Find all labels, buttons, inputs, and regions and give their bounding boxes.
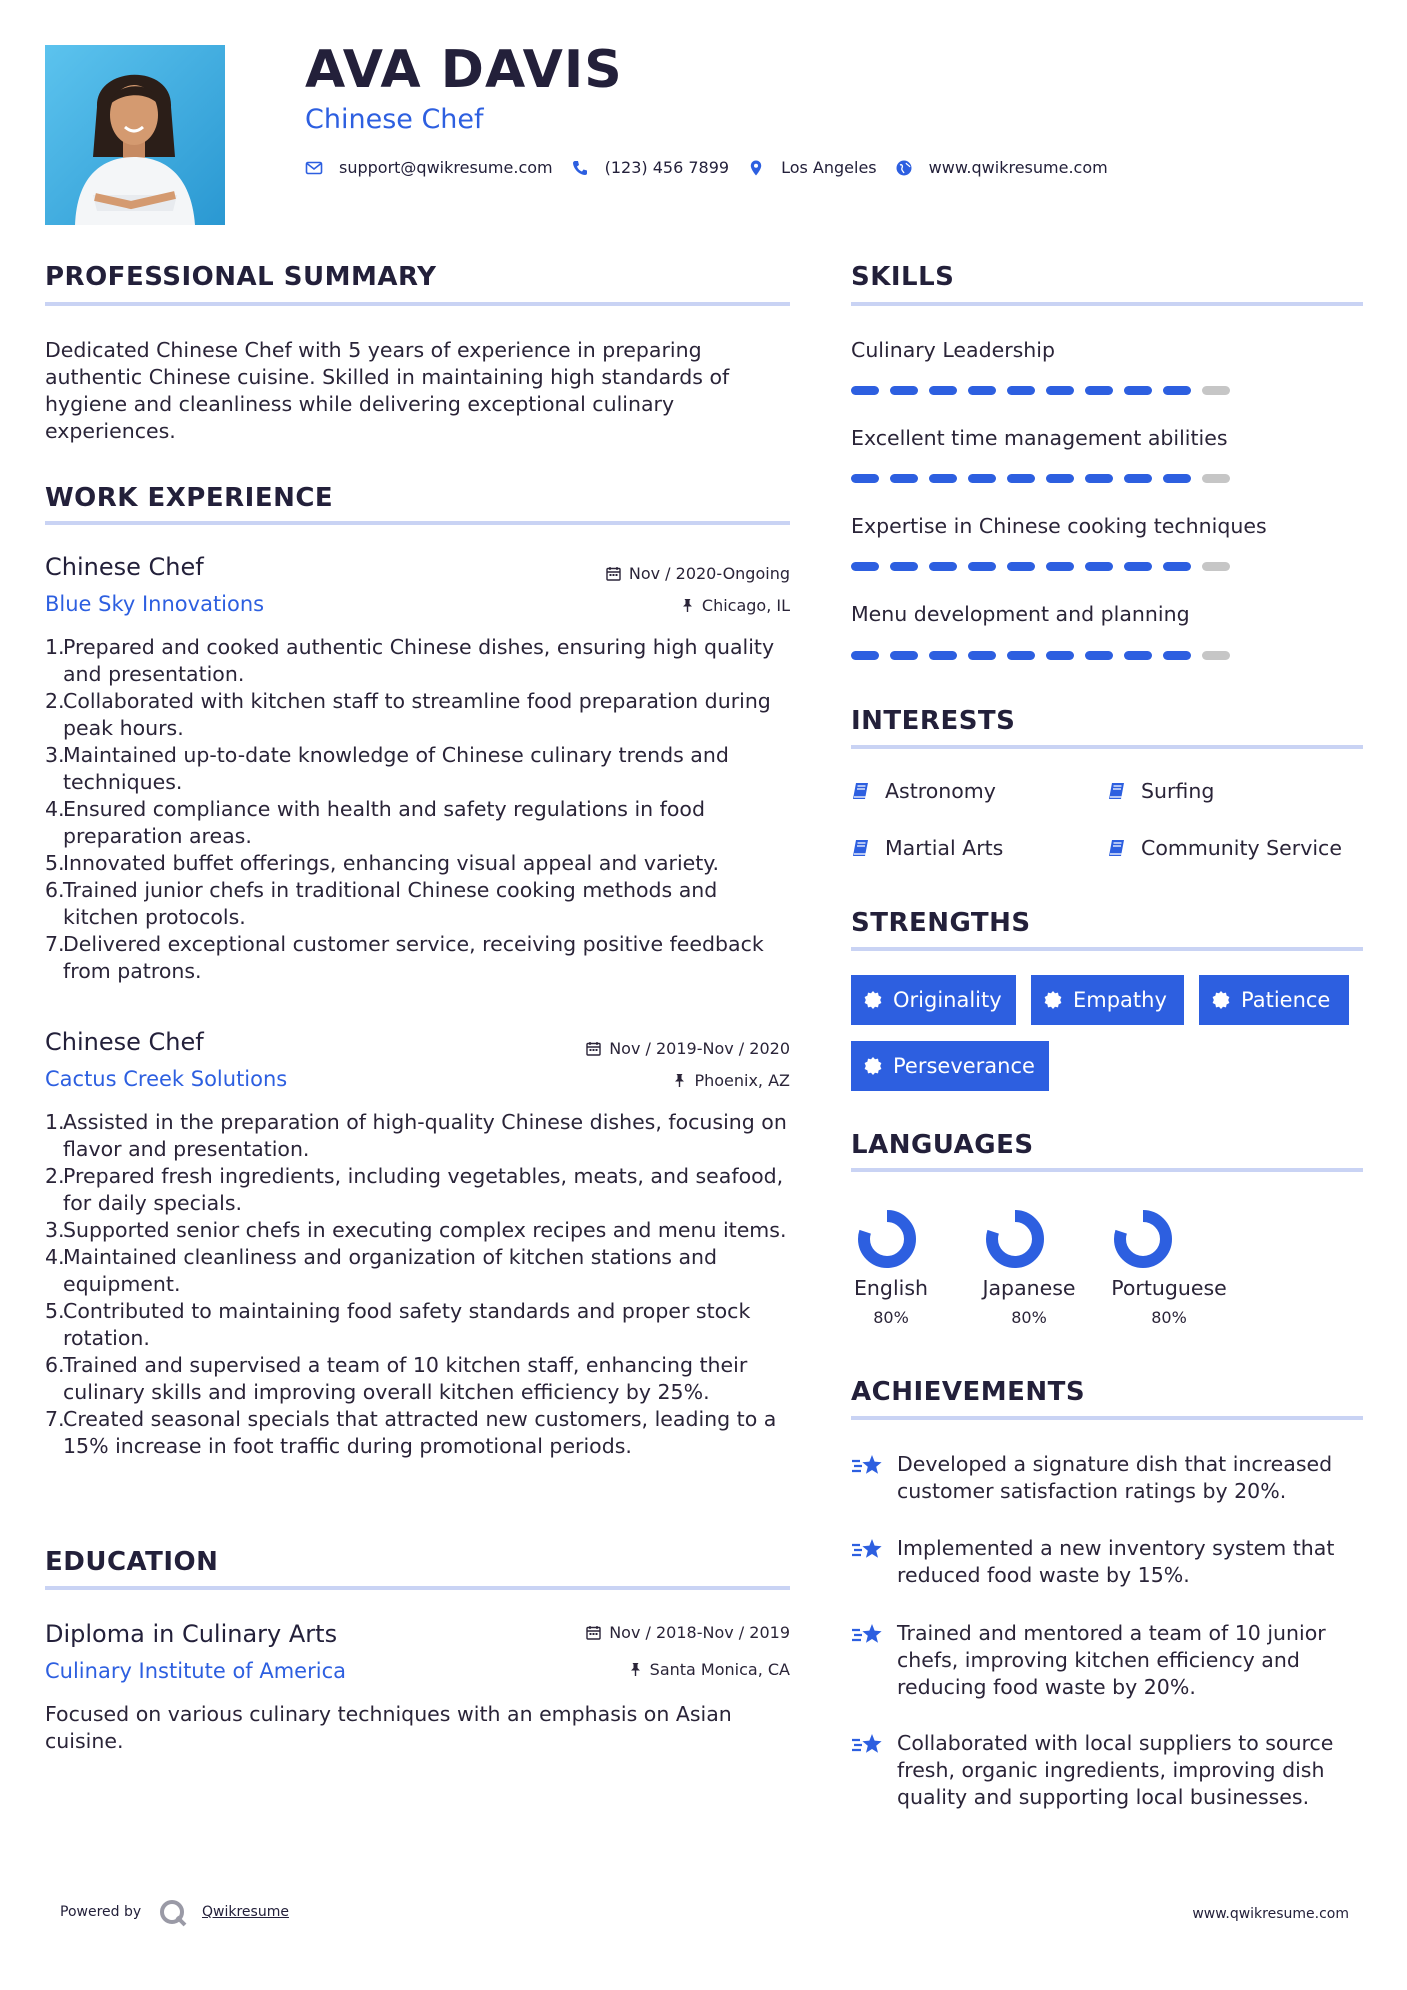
language-3 <box>1104 1276 1234 1327</box>
achievements-heading: ACHIEVEMENTS <box>851 1377 1086 1407</box>
envelope-icon <box>305 159 323 177</box>
shooting-star-icon <box>851 1732 885 1758</box>
brand-link[interactable]: Qwikresume <box>202 1904 289 1920</box>
job-2-location-text: Phoenix, AZ <box>694 1071 790 1090</box>
skill-4-rating <box>851 651 1241 660</box>
skill-dot <box>1124 474 1152 483</box>
job-1-location-text: Chicago, IL <box>701 596 790 615</box>
experience-heading: WORK EXPERIENCE <box>45 483 334 513</box>
skill-dot <box>1163 562 1191 571</box>
contact-email[interactable] <box>305 158 553 177</box>
skill-dot <box>1163 474 1191 483</box>
skill-dot <box>1085 651 1113 660</box>
skill-dot <box>1046 474 1074 483</box>
calendar-icon <box>606 566 621 581</box>
skill-dot <box>1202 562 1230 571</box>
skill-1-name: Culinary Leadership <box>851 338 1055 362</box>
interest-item: Martial Arts <box>851 836 1003 860</box>
book-icon <box>1107 838 1127 858</box>
skill-dot <box>1124 562 1152 571</box>
language-1-ring <box>856 1208 918 1270</box>
skill-dot <box>1085 474 1113 483</box>
footer-url[interactable]: www.qwikresume.com <box>1192 1906 1349 1922</box>
contact-location-text: Los Angeles <box>781 158 877 177</box>
language-3-percent: 80% <box>1151 1308 1187 1327</box>
job-1-dates <box>606 564 790 583</box>
skill-dot <box>890 651 918 660</box>
skill-dot <box>1007 474 1035 483</box>
badge-seal-icon <box>1043 990 1063 1010</box>
job-2-dates-text: Nov / 2019-Nov / 2020 <box>609 1039 790 1058</box>
skill-dot <box>968 474 996 483</box>
skill-dot <box>851 562 879 571</box>
skill-dot <box>851 474 879 483</box>
calendar-icon <box>586 1625 601 1640</box>
skill-dot <box>929 474 957 483</box>
skill-dot <box>1007 386 1035 395</box>
skill-dot <box>1163 386 1191 395</box>
skill-dot <box>1202 474 1230 483</box>
education-degree: Diploma in Culinary Arts <box>45 1620 338 1648</box>
list-item: 3. Supported senior chefs in executing complex recipes and menu items. <box>45 1218 787 1242</box>
skill-3-name: Expertise in Chinese cooking techniques <box>851 514 1267 538</box>
skill-dot <box>968 562 996 571</box>
job-1-company[interactable]: Blue Sky Innovations <box>45 592 265 616</box>
skill-dot <box>929 562 957 571</box>
shooting-star-icon <box>851 1622 885 1648</box>
skill-dot <box>968 651 996 660</box>
book-icon <box>851 781 871 801</box>
experience-divider <box>45 521 790 525</box>
achievement-item: Developed a signature dish that increased customer satisfaction ratings by 20%. <box>851 1451 1351 1505</box>
list-item: 5. Contributed to maintaining food safety standards and proper stock rotation. <box>45 1299 751 1350</box>
pushpin-icon <box>673 1073 686 1088</box>
list-item: 5. Innovated buffet offerings, enhancing visual appeal and variety. <box>45 851 720 875</box>
globe-icon <box>895 159 913 177</box>
education-divider <box>45 1586 790 1590</box>
interests-divider <box>851 745 1363 749</box>
language-3-name: Portuguese <box>1111 1276 1227 1300</box>
shooting-star-icon <box>851 1453 885 1479</box>
summary-heading: PROFESSIONAL SUMMARY <box>45 262 437 292</box>
education-dates-text: Nov / 2018-Nov / 2019 <box>609 1623 790 1642</box>
language-3-ring <box>1112 1208 1174 1270</box>
skill-dot <box>890 386 918 395</box>
list-item: 7. Delivered exceptional customer service, receiving positive feedback from patrons. <box>45 932 764 983</box>
language-2-name: Japanese <box>982 1276 1076 1300</box>
skill-dot <box>890 562 918 571</box>
achievement-item: Collaborated with local suppliers to source fresh, organic ingredients, improving dish quality and supporting local businesses. <box>851 1730 1351 1811</box>
languages-divider <box>851 1168 1363 1172</box>
candidate-name: AVA DAVIS <box>305 40 623 100</box>
job-title: Chinese Chef <box>305 104 484 135</box>
language-2 <box>974 1276 1084 1327</box>
interest-item: Community Service <box>1107 836 1342 860</box>
skill-dot <box>1046 651 1074 660</box>
job-2-company[interactable]: Cactus Creek Solutions <box>45 1067 288 1091</box>
book-icon <box>1107 781 1127 801</box>
interests-heading: INTERESTS <box>851 706 1016 736</box>
strength-badge: Perseverance <box>851 1041 1049 1091</box>
phone-icon <box>571 159 589 177</box>
job-2-dates <box>586 1039 790 1058</box>
strength-badge: Originality <box>851 975 1016 1025</box>
list-item: 2. Collaborated with kitchen staff to streamline food preparation during peak hours. <box>45 689 771 740</box>
language-1-name: English <box>853 1276 929 1300</box>
skill-dot <box>851 651 879 660</box>
profile-photo <box>45 45 225 225</box>
skill-dot <box>1124 386 1152 395</box>
skill-2-rating <box>851 474 1241 483</box>
education-heading: EDUCATION <box>45 1547 219 1577</box>
contact-phone-text: (123) 456 7899 <box>604 158 730 177</box>
skill-dot <box>890 474 918 483</box>
job-1-duties <box>45 634 790 985</box>
education-location <box>629 1660 790 1679</box>
strengths-heading: STRENGTHS <box>851 908 1031 938</box>
skill-dot <box>929 651 957 660</box>
skill-dot <box>1007 562 1035 571</box>
job-1-title: Chinese Chef <box>45 553 204 581</box>
list-item: 3. Maintained up-to-date knowledge of Chinese culinary trends and techniques. <box>45 743 729 794</box>
skill-dot <box>1007 651 1035 660</box>
language-2-percent: 80% <box>1011 1308 1047 1327</box>
powered-by-label: Powered by <box>60 1904 142 1920</box>
interest-item: Astronomy <box>851 779 996 803</box>
list-item: 7. Created seasonal specials that attracted new customers, leading to a 15% increase in foot traffic during promotional periods. <box>45 1407 777 1458</box>
calendar-icon <box>586 1041 601 1056</box>
job-1-dates-text: Nov / 2020-Ongoing <box>628 564 790 583</box>
skills-divider <box>851 302 1363 306</box>
language-2-ring <box>984 1208 1046 1270</box>
skill-2-name: Excellent time management abilities <box>851 426 1228 450</box>
skill-dot <box>1124 651 1152 660</box>
education-dates <box>586 1623 790 1642</box>
book-icon <box>851 838 871 858</box>
list-item: 4. Maintained cleanliness and organization of kitchen stations and equipment. <box>45 1245 718 1296</box>
strength-badge: Empathy <box>1031 975 1184 1025</box>
skill-dot <box>1085 386 1113 395</box>
skill-dot <box>968 386 996 395</box>
strength-badge: Patience <box>1199 975 1349 1025</box>
skill-4-name: Menu development and planning <box>851 602 1190 626</box>
summary-text: Dedicated Chinese Chef with 5 years of experience in preparing authentic Chinese cuisine. Skilled in maintaining high standards of hygiene and cleanliness while delivering exceptional culinary experiences. <box>45 338 730 443</box>
skills-heading: SKILLS <box>851 262 955 292</box>
contact-bar <box>305 158 1126 177</box>
list-item: 6. Trained junior chefs in traditional Chinese cooking methods and kitchen protocols. <box>45 878 718 929</box>
job-2-title: Chinese Chef <box>45 1028 204 1056</box>
contact-location <box>747 158 877 177</box>
badge-seal-icon <box>863 1056 883 1076</box>
language-1-percent: 80% <box>873 1308 909 1327</box>
skill-dot <box>1046 562 1074 571</box>
job-2-location <box>673 1071 790 1090</box>
skill-3-rating <box>851 562 1241 571</box>
pushpin-icon <box>681 598 694 613</box>
skill-dot <box>929 386 957 395</box>
shooting-star-icon <box>851 1537 885 1563</box>
strengths-divider <box>851 947 1363 951</box>
badge-seal-icon <box>863 990 883 1010</box>
education-location-text: Santa Monica, CA <box>649 1660 790 1679</box>
skill-dot <box>1202 651 1230 660</box>
job-2-duties <box>45 1109 790 1460</box>
list-item: 6. Trained and supervised a team of 10 kitchen staff, enhancing their culinary skills and improving overall kitchen efficiency by 25%. <box>45 1353 748 1404</box>
list-item: 4. Ensured compliance with health and safety regulations in food preparation areas. <box>45 797 705 848</box>
skill-dot <box>1163 651 1191 660</box>
list-item: 1. Assisted in the preparation of high-quality Chinese dishes, focusing on flavor and presentation. <box>45 1110 787 1161</box>
achievement-item: Trained and mentored a team of 10 junior chefs, improving kitchen efficiency and reducing food waste by 20%. <box>851 1620 1351 1701</box>
languages-heading: LANGUAGES <box>851 1130 1034 1160</box>
interest-item: Surfing <box>1107 779 1214 803</box>
language-1 <box>836 1276 946 1327</box>
pushpin-icon <box>629 1662 642 1677</box>
skill-dot <box>1085 562 1113 571</box>
qwikresume-logo-icon <box>158 1898 188 1928</box>
skill-dot <box>851 386 879 395</box>
list-item: 1. Prepared and cooked authentic Chinese dishes, ensuring high quality and presentation. <box>45 635 775 686</box>
job-1-location <box>681 596 790 615</box>
contact-phone[interactable] <box>571 158 729 177</box>
education-description: Focused on various culinary techniques with an emphasis on Asian cuisine. <box>45 1702 732 1753</box>
summary-divider <box>45 302 790 306</box>
achievement-item: Implemented a new inventory system that reduced food waste by 15%. <box>851 1535 1351 1589</box>
contact-website[interactable] <box>895 158 1108 177</box>
skill-1-rating <box>851 386 1241 395</box>
location-pin-icon <box>747 159 765 177</box>
list-item: 2. Prepared fresh ingredients, including vegetables, meats, and seafood, for daily specials. <box>45 1164 784 1215</box>
contact-website-text: www.qwikresume.com <box>928 158 1108 177</box>
education-school[interactable]: Culinary Institute of America <box>45 1659 346 1683</box>
badge-seal-icon <box>1211 990 1231 1010</box>
skill-dot <box>1046 386 1074 395</box>
skill-dot <box>1202 386 1230 395</box>
achievements-divider <box>851 1416 1363 1420</box>
contact-email-text: support@qwikresume.com <box>339 158 553 177</box>
